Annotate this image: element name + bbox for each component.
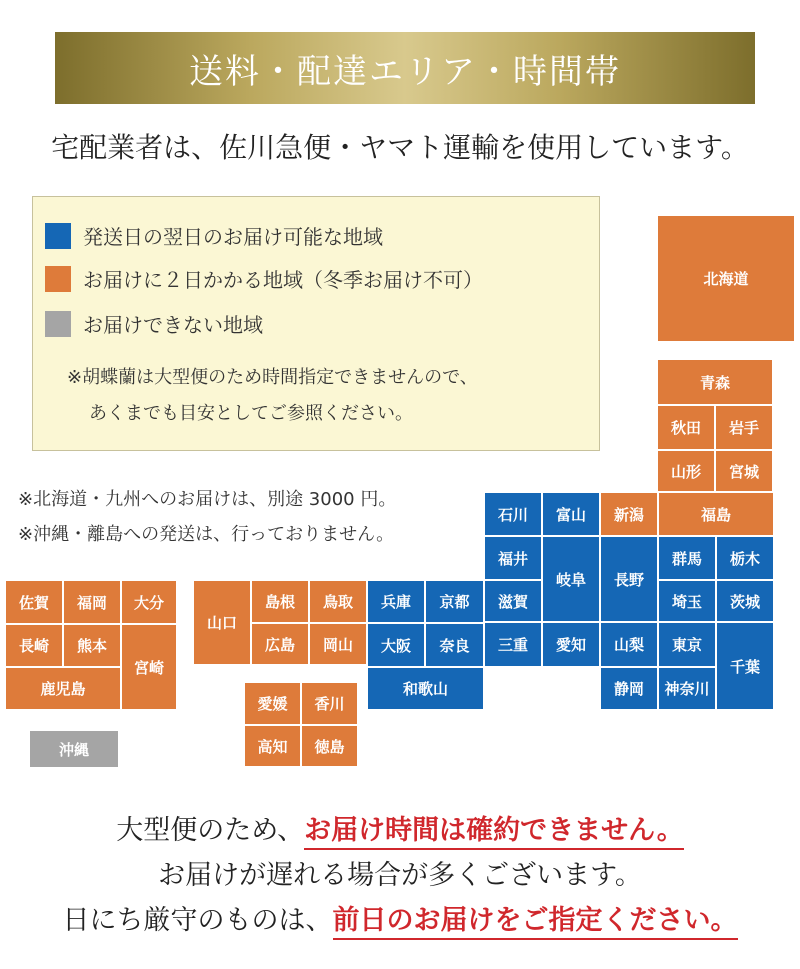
- no-shipping-note: ※沖縄・離島への発送は、行っておりません。: [18, 524, 395, 545]
- prefecture-kyoto: 京都: [425, 580, 484, 623]
- bottom-line2-text: お届けが遅れる場合が多くございます。: [158, 860, 642, 891]
- bottom-line1-emphasis: お届け時間は確約できません。: [304, 815, 684, 850]
- prefecture-niigata: 新潟: [600, 492, 658, 536]
- prefecture-hokkaido: 北海道: [657, 215, 795, 342]
- bottom-line3-emphasis: 前日のお届けをご指定ください。: [333, 905, 738, 940]
- prefecture-okinawa: 沖縄: [29, 730, 119, 768]
- bottom-notice-line3: [0, 898, 800, 937]
- bottom-notice-line2: [0, 853, 800, 892]
- title-banner: [55, 32, 755, 104]
- prefecture-kagoshima: 鹿児島: [5, 667, 121, 710]
- next-day-swatch: [45, 223, 71, 249]
- bottom-line1-text: 大型便のため、: [116, 815, 305, 846]
- prefecture-ishikawa: 石川: [484, 492, 542, 536]
- page-title: 送料・配達エリア・時間帯: [189, 51, 621, 92]
- legend-item-no-delivery: [45, 309, 263, 338]
- prefecture-fukushima: 福島: [658, 492, 774, 536]
- prefecture-fukuoka: 福岡: [63, 580, 121, 624]
- prefecture-miyagi: 宮城: [715, 450, 773, 492]
- prefecture-saitama: 埼玉: [658, 580, 716, 622]
- prefecture-toyama: 富山: [542, 492, 600, 536]
- prefecture-gifu: 岐阜: [542, 536, 600, 622]
- prefecture-shizuoka: 静岡: [600, 667, 658, 710]
- prefecture-tokushima: 徳島: [301, 725, 358, 767]
- no-delivery-swatch: [45, 311, 71, 337]
- bottom-line3-text: 日にち厳守のものは、: [62, 905, 333, 936]
- prefecture-yamanashi: 山梨: [600, 622, 658, 667]
- prefecture-oita: 大分: [121, 580, 177, 624]
- legend-label: お届けに２日かかる地域（冬季お届け不可）: [83, 268, 483, 292]
- prefecture-chiba: 千葉: [716, 622, 774, 710]
- prefecture-tokyo: 東京: [658, 622, 716, 667]
- prefecture-akita: 秋田: [657, 405, 715, 450]
- prefecture-shiga: 滋賀: [484, 580, 542, 622]
- prefecture-okayama: 岡山: [309, 623, 367, 665]
- prefecture-iwate: 岩手: [715, 405, 773, 450]
- prefecture-nagano: 長野: [600, 536, 658, 622]
- prefecture-ehime: 愛媛: [244, 682, 301, 725]
- legend-label: 発送日の翌日のお届け可能な地域: [83, 225, 383, 249]
- prefecture-kagawa: 香川: [301, 682, 358, 725]
- prefecture-yamagata: 山形: [657, 450, 715, 492]
- carrier-intro: 宅配業者は、佐川急便・ヤマト運輸を使用しています。: [51, 131, 749, 164]
- prefecture-ibaraki: 茨城: [716, 580, 774, 622]
- prefecture-kanagawa: 神奈川: [658, 667, 716, 710]
- prefecture-aomori: 青森: [657, 359, 773, 405]
- prefecture-miyazaki: 宮崎: [121, 624, 177, 710]
- legend-box: [32, 196, 600, 451]
- prefecture-osaka: 大阪: [367, 623, 425, 667]
- prefecture-kumamoto: 熊本: [63, 624, 121, 667]
- prefecture-hyogo: 兵庫: [367, 580, 425, 623]
- prefecture-mie: 三重: [484, 622, 542, 667]
- shipping-fee-note: ※北海道・九州へのお届けは、別途 3000 円。: [18, 489, 397, 510]
- legend-note-line1: ※胡蝶蘭は大型便のため時間指定できませんので、: [67, 367, 478, 388]
- prefecture-tochigi: 栃木: [716, 536, 774, 580]
- prefecture-gunma: 群馬: [658, 536, 716, 580]
- two-day-swatch: [45, 266, 71, 292]
- prefecture-fukui: 福井: [484, 536, 542, 580]
- prefecture-wakayama: 和歌山: [367, 667, 484, 710]
- prefecture-tottori: 鳥取: [309, 580, 367, 623]
- bottom-notice-line1: [0, 808, 800, 847]
- legend-note-line2: あくまでも目安としてご参照ください。: [89, 403, 413, 424]
- prefecture-shimane: 島根: [251, 580, 309, 623]
- prefecture-nagasaki: 長崎: [5, 624, 63, 667]
- prefecture-kochi: 高知: [244, 725, 301, 767]
- legend-item-two-day: [45, 264, 483, 293]
- prefecture-saga: 佐賀: [5, 580, 63, 624]
- legend-item-next-day: [45, 221, 383, 250]
- prefecture-nara: 奈良: [425, 623, 484, 667]
- prefecture-aichi: 愛知: [542, 622, 600, 667]
- legend-label: お届けできない地域: [83, 313, 263, 337]
- prefecture-yamaguchi: 山口: [193, 580, 251, 665]
- prefecture-hiroshima: 広島: [251, 623, 309, 665]
